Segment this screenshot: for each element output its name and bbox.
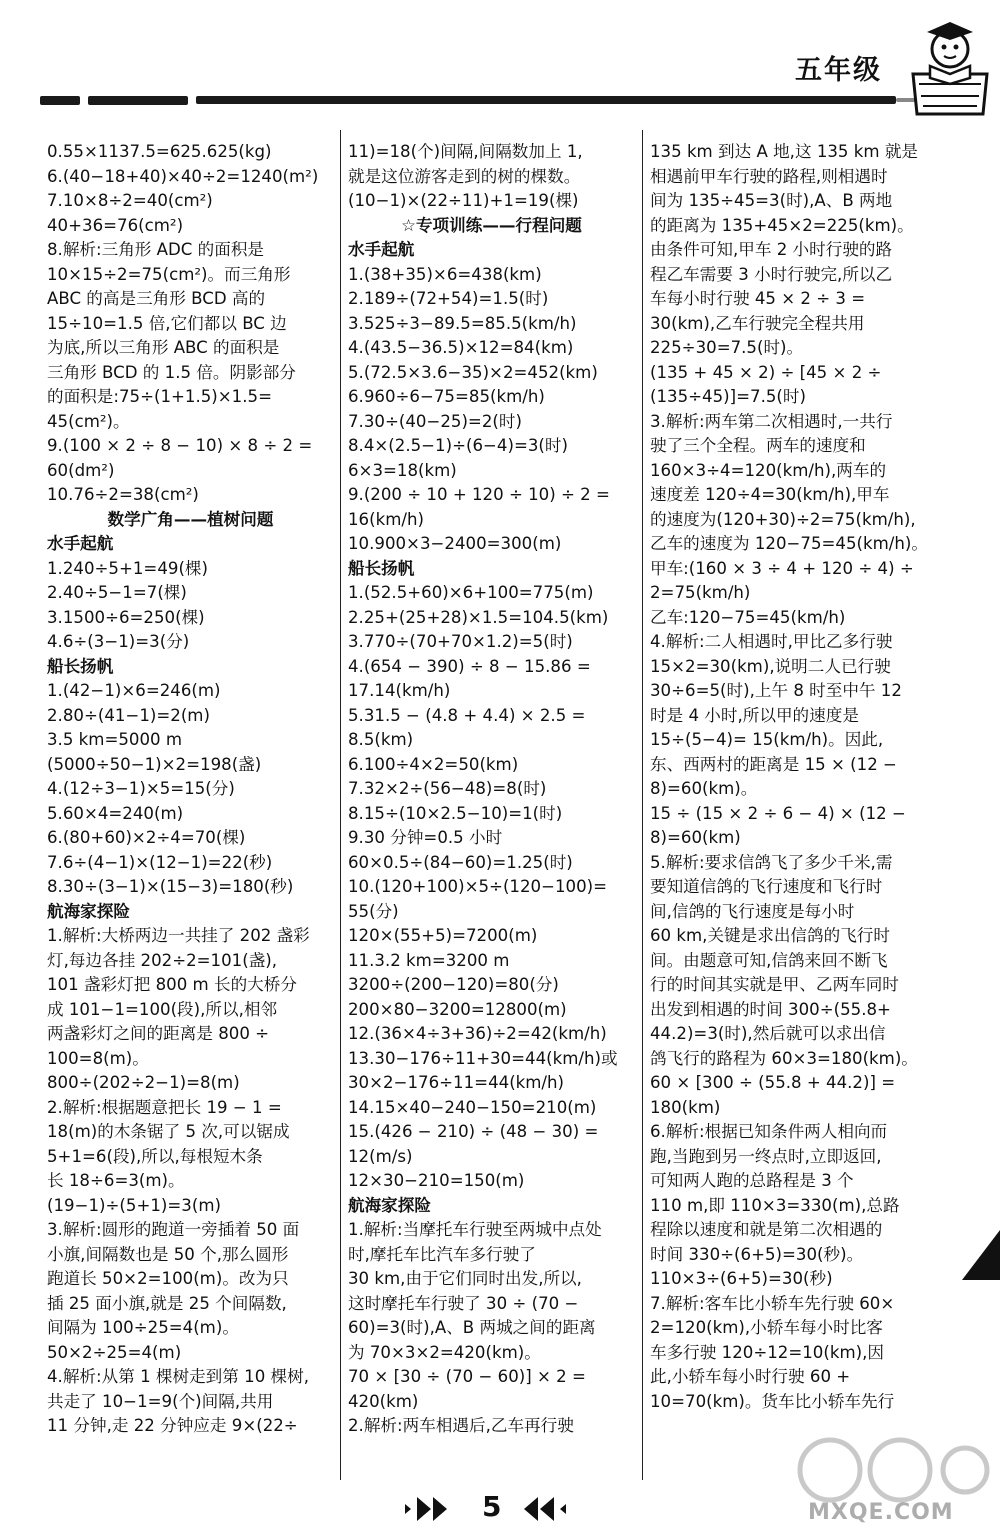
answer-line: 420(km) — [348, 1391, 419, 1411]
answer-line: 间。由题意可知,信鸽来回不断飞 — [650, 950, 888, 970]
answer-line: 101 盏彩灯把 800 m 长的大桥分 — [47, 975, 297, 994]
answer-column-3 — [650, 140, 940, 1414]
answer-line: 4.(654 − 390) ÷ 8 − 15.86 = — [348, 656, 591, 676]
answer-line: 5.(72.5×3.6−35)×2=452(km) — [348, 362, 598, 382]
answer-line: 12×30−210=150(m) — [348, 1171, 525, 1190]
answer-line: 时,摩托车比汽车多行驶了 — [348, 1244, 536, 1264]
answer-line: 驶了三个全程。两车的速度和 — [650, 436, 866, 455]
answer-line: 4.(12÷3−1)×5=15(分) — [47, 779, 235, 798]
answer-line: 1.解析:大桥两边一共挂了 202 盏彩 — [47, 926, 310, 945]
answer-line: 6×3=18(km) — [348, 460, 457, 480]
answer-line: 灯,每边各挂 202÷2=101(盏), — [47, 950, 278, 970]
answer-line: 出发到相遇的时间 300÷(55.8+ — [650, 999, 891, 1019]
answer-line: 12.(36×4÷3+36)÷2=42(km/h) — [348, 1024, 607, 1043]
answer-line: 60)=3(时),A、B 两城之间的距离 — [348, 1318, 596, 1337]
answer-line: 2.189÷(72+54)=1.5(时) — [348, 289, 549, 308]
answer-column-2 — [348, 140, 635, 1439]
column-divider — [340, 130, 341, 1480]
answer-line: 此,小轿车每小时行驶 60 + — [650, 1367, 851, 1386]
answer-line: 44.2)=3(时),然后就可以求出信 — [650, 1024, 886, 1043]
answer-line: 11)=18(个)间隔,间隔数加上 1, — [348, 142, 583, 161]
answer-line: 2.解析:两车相遇后,乙车再行驶 — [348, 1416, 574, 1435]
answer-line: 三角形 BCD 的 1.5 倍。阴影部分 — [47, 362, 296, 382]
answer-line: 8.15÷(10×2.5−10)=1(时) — [348, 803, 563, 823]
answer-line: 为 70×3×2=420(km)。 — [348, 1342, 541, 1362]
answer-line: 鸽飞行的路程为 60×3=180(km)。 — [650, 1048, 918, 1068]
page-number: 5 — [482, 1490, 502, 1523]
answer-line: 180(km) — [650, 1097, 721, 1117]
answer-line: 15÷10=1.5 倍,它们都以 BC 边 — [47, 313, 287, 333]
answer-line: 1.(52.5+60)×6+100=775(m) — [348, 583, 594, 602]
answer-line: 的距离为 135+45×2=225(km)。 — [650, 215, 914, 235]
answer-line: 12(m/s) — [348, 1146, 413, 1166]
answer-line: 120×(55+5)=7200(m) — [348, 926, 538, 945]
answer-line: 9.(100 × 2 ÷ 8 − 10) × 8 ÷ 2 = — [47, 436, 313, 455]
answer-line: 7.30÷(40−25)=2(时) — [348, 411, 522, 431]
answer-line: 4.解析:二人相遇时,甲比乙多行驶 — [650, 632, 893, 651]
answer-line: 10×15÷2=75(cm²)。而三角形 — [47, 264, 291, 284]
answer-line: 6.(40−18+40)×40÷2=1240(m²) — [47, 166, 319, 186]
answer-line: 的速度为(120+30)÷2=75(km/h), — [650, 509, 916, 529]
answer-line: (5000÷50−1)×2=198(盏) — [47, 754, 262, 774]
answer-line: 5+1=6(段),所以,每根短木条 — [47, 1146, 263, 1166]
answer-line: 5.31.5 − (4.8 + 4.4) × 2.5 = — [348, 705, 586, 725]
answer-line: 8)=60(km) — [650, 828, 741, 847]
answer-line: 相遇前甲车行驶的路程,则相遇时 — [650, 166, 888, 186]
answer-line: 3200÷(200−120)=80(分) — [348, 975, 559, 994]
answer-line: 跑道长 50×2=100(m)。改为只 — [47, 1269, 289, 1288]
answer-line: 160×3÷4=120(km/h),两车的 — [650, 460, 887, 480]
answer-line: 100=8(m)。 — [47, 1048, 149, 1068]
answer-line: 8.4×(2.5−1)÷(6−4)=3(时) — [348, 436, 568, 455]
subsection-heading: 船长扬帆 — [47, 656, 114, 676]
answer-line: 6.960÷6−75=85(km/h) — [348, 387, 545, 406]
answer-column-1 — [47, 140, 334, 1439]
answer-line: 的面积是:75÷(1+1.5)×1.5= — [47, 387, 272, 406]
answer-line: 110×3÷(6+5)=30(秒) — [650, 1269, 833, 1288]
answer-line: 行的时间其实就是甲、乙两车同时 — [650, 975, 899, 994]
answer-line: 3.解析:两车第二次相遇时,一共行 — [650, 411, 893, 431]
answer-line: 乙车:120−75=45(km/h) — [650, 607, 846, 627]
answer-line: 6.(80+60)×2÷4=70(棵) — [47, 828, 246, 847]
answer-line: 11 分钟,走 22 分钟应走 9×(22÷ — [47, 1416, 298, 1435]
answer-line: 这时摩托车行驶了 30 ÷ (70 − — [348, 1293, 579, 1313]
answer-line: 9.(200 ÷ 10 + 120 ÷ 10) ÷ 2 = — [348, 485, 610, 504]
answer-line: 8.5(km) — [348, 730, 414, 749]
answer-line: 4.(43.5−36.5)×12=84(km) — [348, 338, 574, 357]
answer-line: 60(dm²) — [47, 460, 115, 480]
answer-line: 30×2−176÷11=44(km/h) — [348, 1073, 565, 1092]
section-title: 数学广角——植树问题 — [107, 509, 274, 529]
answer-line: 乙车的速度为 120−75=45(km/h)。 — [650, 534, 928, 553]
answer-line: 30(km),乙车行驶完全程共用 — [650, 313, 865, 333]
mascot-reading-icon — [905, 14, 995, 119]
answer-line: 3.解析:圆形的跑道一旁插着 50 面 — [47, 1220, 300, 1239]
answer-line: 成 101−1=100(段),所以,相邻 — [47, 999, 278, 1019]
answer-line: 甲车:(160 × 3 ÷ 4 + 120 ÷ 4) ÷ — [650, 558, 914, 578]
answer-line: 10.76÷2=38(cm²) — [47, 485, 199, 504]
answer-line: 东、西两村的距离是 15 × (12 − — [650, 754, 897, 774]
forward-arrows-icon — [405, 1494, 465, 1524]
answer-line: 110 m,即 110×3=330(m),总路 — [650, 1195, 900, 1215]
answer-line: 13.30−176÷11+30=44(km/h)或 — [348, 1048, 618, 1068]
answer-line: 程除以速度和就是第二次相遇的 — [650, 1220, 883, 1239]
answer-line: 跑,当跑到另一终点时,立即返回, — [650, 1146, 882, 1166]
answer-line: 插 25 面小旗,就是 25 个间隔数, — [47, 1293, 287, 1313]
answer-line: 可知两人跑的总路程是 3 个 — [650, 1171, 854, 1190]
answer-line: 40+36=76(cm²) — [47, 215, 184, 235]
answer-line: 车多行驶 120÷12=10(km),因 — [650, 1342, 884, 1362]
subsection-heading: 航海家探险 — [47, 901, 130, 921]
answer-line: 10.(120+100)×5÷(120−100)= — [348, 877, 608, 896]
column-divider — [642, 130, 643, 1480]
answer-line: 45(cm²)。 — [47, 411, 130, 431]
answer-line: 11.3.2 km=3200 m — [348, 950, 510, 970]
subsection-heading: 航海家探险 — [348, 1195, 431, 1215]
section-title: ☆专项训练——行程问题 — [401, 215, 582, 235]
answer-line: 50×2÷25=4(m) — [47, 1342, 182, 1362]
answer-line: 速度差 120÷4=30(km/h),甲车 — [650, 485, 890, 504]
answer-line: (135 + 45 × 2) ÷ [45 × 2 ÷ — [650, 362, 882, 382]
subsection-heading: 水手起航 — [348, 240, 415, 259]
backward-arrows-icon — [520, 1494, 580, 1524]
answer-line: 为底,所以三角形 ABC 的面积是 — [47, 338, 280, 357]
answer-line: 17.14(km/h) — [348, 681, 451, 700]
subsection-heading: 船长扬帆 — [348, 558, 415, 578]
answer-line: 6.解析:根据已知条件两人相向而 — [650, 1122, 888, 1141]
answer-line: 9.30 分钟=0.5 小时 — [348, 828, 503, 847]
answer-line: 小旗,间隔数也是 50 个,那么圆形 — [47, 1244, 289, 1264]
answer-line: 车每小时行驶 45 × 2 ÷ 3 = — [650, 289, 866, 308]
answer-line: 间隔为 100÷25=4(m)。 — [47, 1318, 239, 1337]
answer-line: 7.解析:客车比小轿车先行驶 60× — [650, 1293, 895, 1313]
answer-line: 1.240÷5+1=49(棵) — [47, 558, 208, 578]
grade-label: 五年级 — [795, 55, 882, 86]
answer-line: 15.(426 − 210) ÷ (48 − 30) = — [348, 1122, 599, 1141]
answer-line: 7.6÷(4−1)×(12−1)=22(秒) — [47, 852, 273, 872]
answer-line: 30÷6=5(时),上午 8 时至中午 12 — [650, 681, 902, 700]
answer-line: 6.100÷4×2=50(km) — [348, 754, 519, 774]
answer-line: 30 km,由于它们同时出发,所以, — [348, 1269, 582, 1288]
answer-line: ABC 的高是三角形 BCD 高的 — [47, 289, 266, 308]
answer-line: 就是这位游客走到的树的棵数。 — [348, 166, 581, 186]
answer-line: 16(km/h) — [348, 509, 424, 529]
page-edge-tab-icon — [962, 1230, 1000, 1280]
answer-line: 程乙车需要 3 小时行驶完,所以乙 — [650, 264, 893, 284]
answer-line: 时是 4 小时,所以甲的速度是 — [650, 705, 859, 725]
answer-line: 2=120(km),小轿车每小时比客 — [650, 1318, 883, 1337]
answer-line: 8.解析:三角形 ADC 的面积是 — [47, 240, 265, 259]
answer-line: 135 km 到达 A 地,这 135 km 就是 — [650, 142, 919, 161]
answer-line: 4.6÷(3−1)=3(分) — [47, 632, 190, 651]
answer-line: 3.1500÷6=250(棵) — [47, 607, 205, 627]
answer-line: 间,信鸽的飞行速度是每小时 — [650, 901, 855, 921]
answer-line: 1.解析:当摩托车行驶至两城中点处 — [348, 1220, 602, 1239]
answer-line: 要知道信鸽的飞行速度和飞行时 — [650, 877, 883, 896]
answer-line: 15÷(5−4)= 15(km/h)。因此, — [650, 730, 884, 749]
subsection-heading: 水手起航 — [47, 534, 114, 553]
answer-line: 4.解析:从第 1 棵树走到第 10 棵树, — [47, 1367, 309, 1386]
answer-line: (19−1)÷(5+1)=3(m) — [47, 1195, 221, 1215]
answer-line: 1.(42−1)×6=246(m) — [47, 681, 221, 700]
answer-line: (135÷45)]=7.5(时) — [650, 387, 806, 406]
answer-line: 长 18÷6=3(m)。 — [47, 1171, 185, 1190]
answer-line: 60 km,关键是求出信鸽的飞行时 — [650, 926, 890, 945]
answer-line: 60×0.5÷(84−60)=1.25(时) — [348, 852, 573, 872]
answer-line: 1.(38+35)×6=438(km) — [348, 264, 542, 284]
answer-line: 由条件可知,甲车 2 小时行驶的路 — [650, 240, 893, 259]
answer-line: 55(分) — [348, 901, 399, 921]
answer-line: 60 × [300 ÷ (55.8 + 44.2)] = — [650, 1073, 896, 1092]
answer-line: 共走了 10−1=9(个)间隔,共用 — [47, 1391, 274, 1411]
answer-line: 7.10×8÷2=40(cm²) — [47, 191, 213, 210]
answer-line: 10=70(km)。货车比小轿车先行 — [650, 1391, 895, 1411]
answer-line: 8.30÷(3−1)×(15−3)=180(秒) — [47, 877, 294, 896]
answer-line: 225÷30=7.5(时)。 — [650, 338, 804, 357]
answer-line: 7.32×2÷(56−48)=8(时) — [348, 779, 547, 798]
answer-line: 8)=60(km)。 — [650, 779, 758, 798]
answer-line: 200×80−3200=12800(m) — [348, 999, 567, 1019]
answer-line: 2=75(km/h) — [650, 583, 751, 602]
answer-line: (10−1)×(22÷11)+1=19(棵) — [348, 191, 579, 210]
answer-line: 15×2=30(km),说明二人已行驶 — [650, 656, 891, 676]
answer-line: 2.80÷(41−1)=2(m) — [47, 705, 210, 725]
watermark-text: MXQE.COM — [808, 1500, 954, 1525]
answer-line: 2.40÷5−1=7(棵) — [47, 583, 187, 602]
answer-line: 14.15×40−240−150=210(m) — [348, 1097, 597, 1117]
answer-line: 18(m)的木条锯了 5 次,可以锯成 — [47, 1122, 290, 1141]
answer-line: 15 ÷ (15 × 2 ÷ 6 − 4) × (12 − — [650, 803, 906, 823]
answer-line: 3.5 km=5000 m — [47, 730, 183, 749]
answer-line: 3.770÷(70+70×1.2)=5(时) — [348, 632, 573, 651]
answer-line: 两盏彩灯之间的距离是 800 ÷ — [47, 1024, 270, 1043]
page-header — [0, 0, 1000, 120]
header-rule — [40, 96, 920, 106]
answer-line: 2.25+(25+28)×1.5=104.5(km) — [348, 607, 609, 627]
answer-line: 间为 135÷45=3(时),A、B 两地 — [650, 191, 893, 210]
answer-line: 10.900×3−2400=300(m) — [348, 534, 562, 553]
answer-line: 0.55×1137.5=625.625(kg) — [47, 142, 272, 161]
answer-line: 5.解析:要求信鸽飞了多少千米,需 — [650, 852, 893, 872]
answer-line: 2.解析:根据题意把长 19 − 1 = — [47, 1097, 282, 1117]
answer-line: 3.525÷3−89.5=85.5(km/h) — [348, 313, 577, 333]
answer-line: 70 × [30 ÷ (70 − 60)] × 2 = — [348, 1367, 586, 1386]
answer-line: 时间 330÷(6+5)=30(秒)。 — [650, 1244, 864, 1264]
answer-line: 5.60×4=240(m) — [47, 803, 184, 823]
answer-line: 800÷(202÷2−1)=8(m) — [47, 1073, 240, 1092]
